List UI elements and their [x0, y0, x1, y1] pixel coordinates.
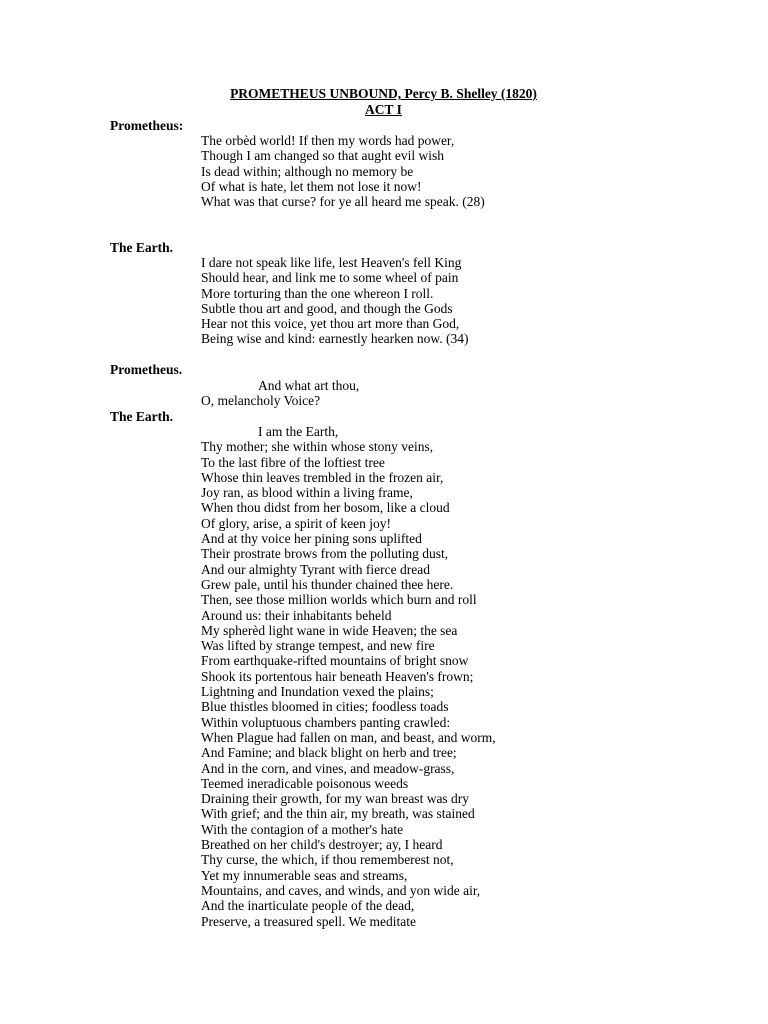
verse-line: Their prostrate brows from the polluting dust,	[201, 546, 449, 562]
verse-line: And at thy voice her pining sons uplifted	[201, 531, 422, 547]
verse-line: Hear not this voice, yet thou art more than God,	[201, 316, 460, 332]
verse-line: And in the corn, and vines, and meadow-grass,	[201, 760, 455, 776]
verse-line: Shook its portentous hair beneath Heaven's frown;	[201, 668, 474, 684]
verse-line: I am the Earth,	[258, 424, 339, 439]
verse-line: When thou didst from her bosom, like a cloud	[201, 500, 450, 516]
verse-line: Of glory, arise, a spirit of keen joy!	[201, 515, 391, 531]
verse-line: Teemed ineradicable poisonous weeds	[201, 775, 409, 791]
verse-line: Breathed on her child's destroyer; ay, I heard	[201, 837, 443, 853]
verse-line: Grew pale, until his thunder chained thee here.	[201, 576, 454, 592]
verse-line: O, melancholy Voice?	[201, 393, 321, 409]
verse-line: With grief; and the thin air, my breath, was stained	[201, 806, 475, 822]
speech-verse	[201, 255, 469, 347]
verse-line: My spherèd light wane in wide Heaven; the sea	[201, 622, 458, 638]
verse-line: Yet my innumerable seas and streams,	[201, 867, 408, 883]
verse-line: Being wise and kind: earnestly hearken now. (34)	[201, 331, 469, 347]
verse-line: With the contagion of a mother's hate	[201, 821, 404, 837]
speaker-name: The Earth.	[110, 240, 174, 255]
verse-line: Thy mother; she within whose stony veins,	[201, 439, 434, 455]
verse-line: And Famine; and black blight on herb and tree;	[201, 745, 457, 761]
verse-line: Should hear, and link me to some wheel of pain	[201, 270, 459, 286]
verse-line: More torturing than the one whereon I roll.	[201, 285, 434, 301]
verse-line: Whose thin leaves trembled in the frozen air,	[201, 469, 444, 485]
verse-line: When Plague had fallen on man, and beast, and worm,	[201, 729, 496, 745]
verse-line: Though I am changed so that aught evil wish	[201, 148, 444, 164]
verse-line: Around us: their inhabitants beheld	[201, 607, 392, 623]
verse-line: Is dead within; although no memory be	[201, 163, 414, 179]
verse-line: And what art thou,	[258, 378, 360, 393]
verse-line: Mountains, and caves, and winds, and yon wide air,	[201, 882, 481, 898]
verse-line: Preserve, a treasured spell. We meditate	[201, 913, 416, 929]
verse-line: Was lifted by strange tempest, and new fire	[201, 638, 435, 654]
document-title: PROMETHEUS UNBOUND, Percy B. Shelley (1820)	[230, 86, 537, 101]
verse-line: Blue thistles bloomed in cities; foodless toads	[201, 699, 449, 715]
speaker-name: The Earth.	[110, 409, 174, 424]
verse-line: Then, see those million worlds which burn and roll	[201, 592, 477, 608]
verse-line: I dare not speak like life, lest Heaven's fell King	[201, 255, 462, 270]
verse-line: The orbèd world! If then my words had power,	[201, 133, 455, 148]
verse-line: Thy curse, the which, if thou rememberest not,	[201, 852, 454, 868]
verse-line: What was that curse? for ye all heard me speak. (28)	[201, 194, 485, 210]
verse-line: Within voluptuous chambers panting crawled:	[201, 714, 451, 730]
speaker-name: Prometheus.	[110, 362, 183, 377]
speech-verse	[201, 133, 485, 209]
act-heading: ACT I	[365, 102, 402, 117]
verse-line: Lightning and Inundation vexed the plains;	[201, 684, 434, 700]
verse-line: From earthquake-rifted mountains of bright snow	[201, 653, 469, 669]
verse-line: And the inarticulate people of the dead,	[201, 898, 415, 914]
verse-line: Joy ran, as blood within a living frame,	[201, 485, 413, 501]
verse-line: And our almighty Tyrant with fierce dread	[201, 561, 430, 577]
speaker-name: Prometheus:	[110, 118, 184, 133]
verse-line: Draining their growth, for my wan breast was dry	[201, 791, 470, 807]
verse-line: Of what is hate, let them not lose it now!	[201, 178, 422, 194]
speech-verse	[201, 378, 359, 409]
verse-line: Subtle thou art and good, and though the Gods	[201, 300, 453, 316]
speech-verse	[201, 424, 496, 929]
verse-line: To the last fibre of the loftiest tree	[201, 454, 385, 470]
